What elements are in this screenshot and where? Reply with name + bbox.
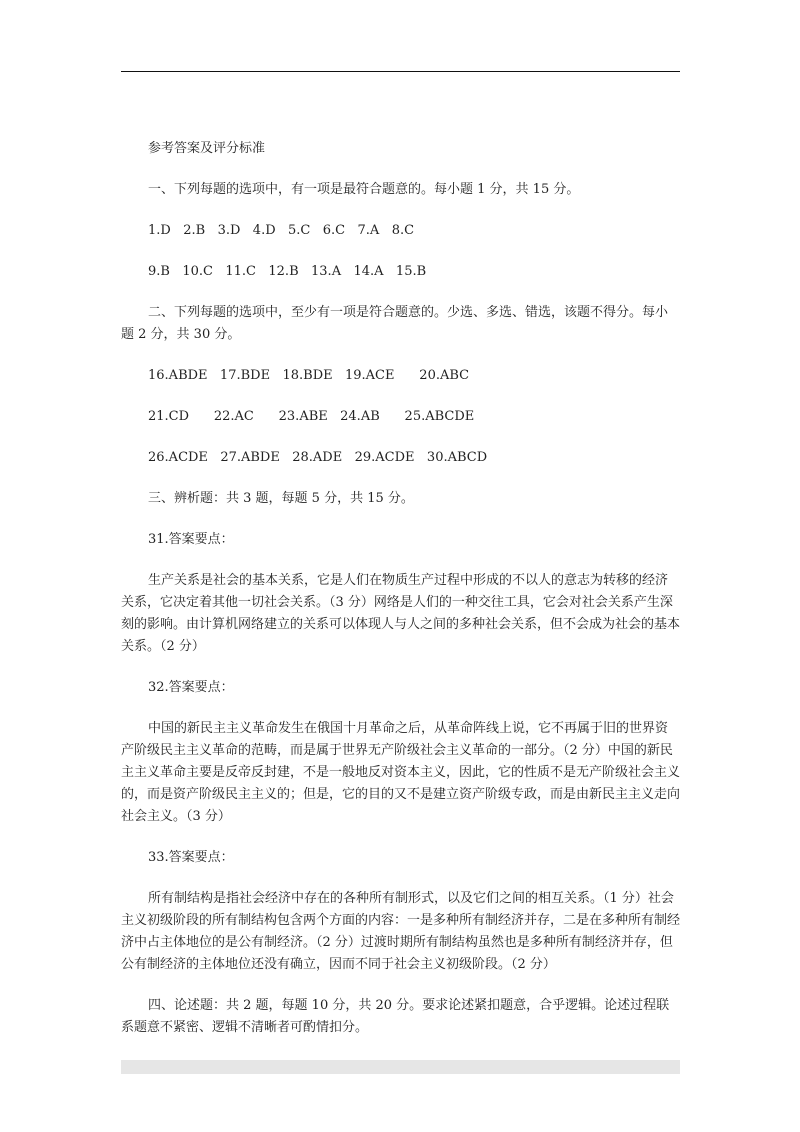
q33-label: 33.答案要点： (148, 850, 234, 865)
section1-answers-row2: 9.B 10.C 11.C 12.B 13.A 14.A 15.B (148, 264, 427, 279)
q32-answer-text: 中国的新民主主义革命发生在俄国十月革命之后，从革命阵线上说，它不再属于旧的世界资产阶级民主主义革命的范畴，而是属于世界无产阶级社会主义革命的一部分。（2 分）中国的新民主主义革命主要是反帝反封建，不是一般地反对资本主义，因此，它的性质不是无产阶级社会主义的，而是资产阶级民主主义的；但是，它的目的又不是建立资产阶级专政，而是由新民主主义走向社会主义。（3 分） (121, 721, 681, 824)
section1-answers-row1: 1.D 2.B 3.D 4.D 5.C 6.C 7.A 8.C (148, 223, 415, 238)
section2-heading: 二、下列每题的选项中，至少有一项是符合题意的。少选、多选、错选，该题不得分。每小题 2 分，共 30 分。 (121, 305, 669, 342)
section2-answers-row1: 16.ABDE 17.BDE 18.BDE 19.ACE 20.ABC (148, 368, 470, 383)
q31-answer-text: 生产关系是社会的基本关系，它是人们在物质生产过程中形成的不以人的意志为转移的经济关系，它决定着其他一切社会关系。（3 分）网络是人们的一种交往工具，它会对社会关系产生深刻的影响。由计算机网络建立的关系可以体现人与人之间的多种社会关系，但不会成为社会的基本关系。（2 分） (121, 573, 681, 654)
document-body (121, 138, 680, 1058)
section2-answers-row2: 21.CD 22.AC 23.ABE 24.AB 25.ABCDE (148, 409, 475, 424)
footer-bar (121, 1060, 680, 1074)
header-rule (121, 71, 680, 72)
q32-label: 32.答案要点： (148, 680, 234, 695)
section2-answers-row3: 26.ACDE 27.ABDE 28.ADE 29.ACDE 30.ABCD (148, 450, 488, 465)
section4-heading: 四、论述题：共 2 题，每题 10 分，共 20 分。要求论述紧扣题意，合乎逻辑。论述过程联系题意不紧密、逻辑不清晰者可酌情扣分。 (121, 998, 670, 1035)
section3-heading: 三、辨析题：共 3 题，每题 5 分，共 15 分。 (148, 491, 414, 506)
q31-label: 31.答案要点： (148, 532, 234, 547)
q33-answer-text: 所有制结构是指社会经济中存在的各种所有制形式，以及它们之间的相互关系。（1 分）社会主义初级阶段的所有制结构包含两个方面的内容：一是多种所有制经济并存，二是在多种所有制经济中占主体地位的是公有制经济。（2 分）过渡时期所有制结构虽然也是多种所有制经济并存，但公有制经济的主体地位还没有确立，因而不同于社会主义初级阶段。（2 分） (121, 891, 681, 972)
document-title: 参考答案及评分标准 (148, 141, 266, 156)
section1-heading: 一、下列每题的选项中，有一项是最符合题意的。每小题 1 分，共 15 分。 (148, 182, 580, 197)
